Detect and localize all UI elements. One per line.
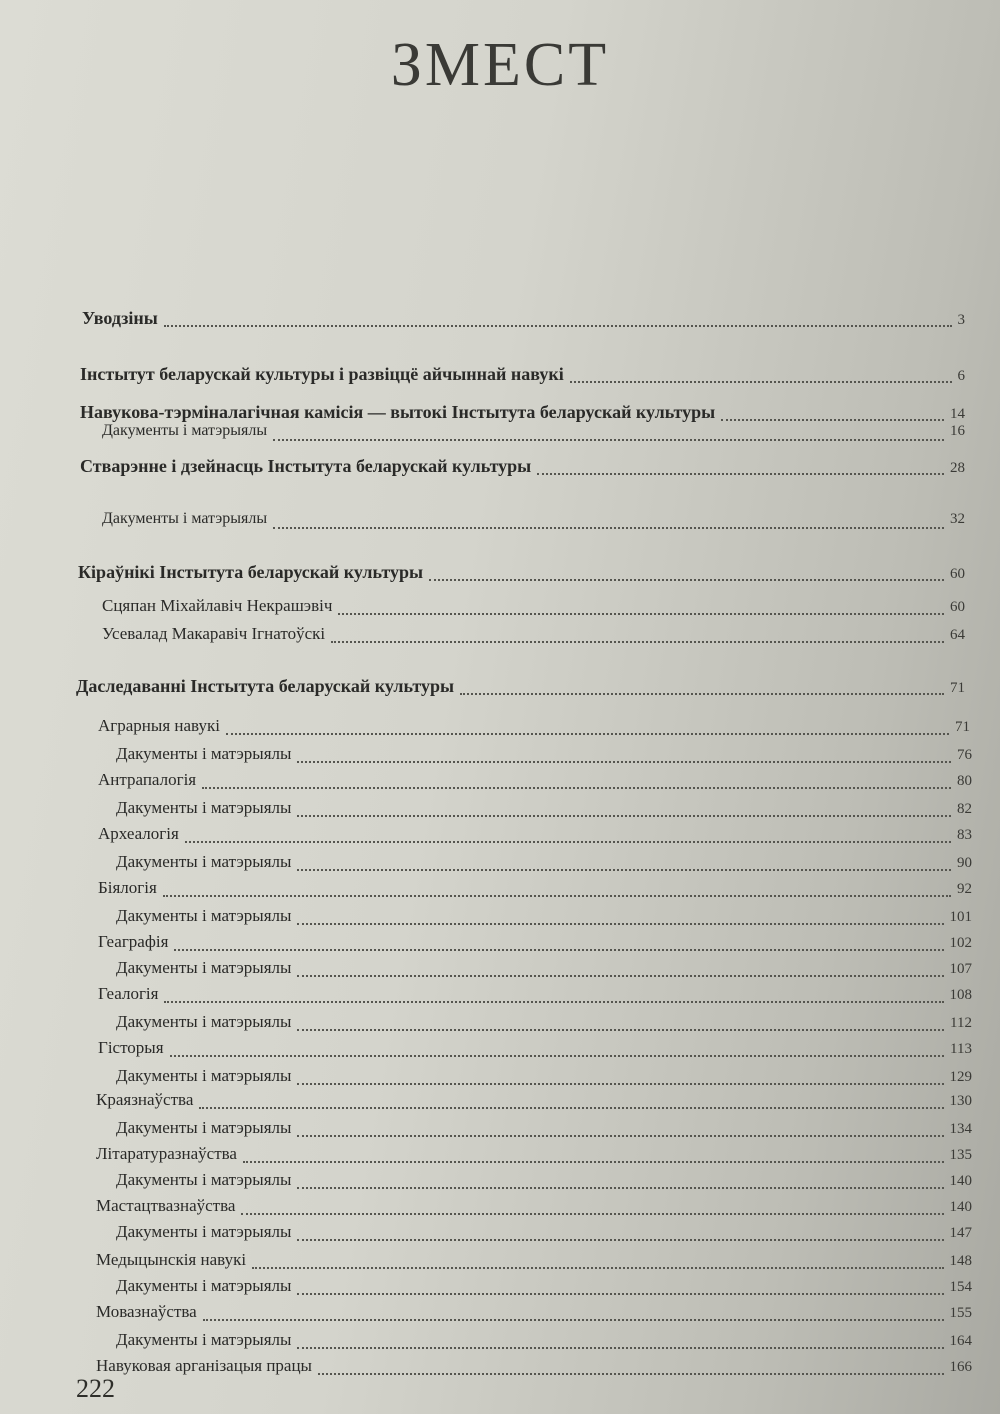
toc-entry-label: Літаратуразнаўства — [96, 1144, 237, 1163]
toc-entry — [116, 1066, 972, 1090]
dot-leader — [243, 1161, 944, 1163]
toc-entry-label: Дакументы і матэрыялы — [116, 852, 292, 871]
toc-entry — [96, 1090, 972, 1114]
toc-entry-label: Біялогія — [98, 878, 157, 897]
toc-entry — [98, 824, 972, 848]
toc-entry — [116, 852, 972, 876]
toc-entry-label: Навукова-тэрміналагічная камісія — вытокі Інстытута беларускай культуры — [80, 402, 716, 422]
toc-entry-page: 28 — [950, 460, 965, 476]
toc-entry-page: 102 — [949, 935, 972, 951]
toc-entry-label: Дакументы і матэрыялы — [116, 1330, 292, 1349]
toc-entry-label: Дакументы і матэрыялы — [116, 1066, 292, 1085]
toc-entry-page: 107 — [949, 961, 972, 977]
toc-entry-page: 135 — [949, 1147, 972, 1163]
toc-entry-label: Інстытут беларускай культуры і развіццё айчыннай навукі — [80, 364, 564, 384]
dot-leader — [297, 815, 951, 817]
dot-leader — [241, 1213, 943, 1215]
toc-entry-page: 112 — [950, 1015, 972, 1031]
toc-entry-page: 6 — [957, 368, 965, 384]
toc-entry-page: 76 — [957, 747, 972, 763]
toc-entry-page: 166 — [949, 1359, 972, 1375]
dot-leader — [226, 733, 949, 735]
toc-entry-page: 140 — [949, 1173, 972, 1189]
dot-leader — [570, 381, 952, 383]
toc-entry-page: 129 — [949, 1069, 972, 1085]
toc-entry-page: 14 — [950, 406, 965, 422]
toc-entry-page: 140 — [949, 1199, 972, 1215]
dot-leader — [331, 641, 944, 643]
toc-entry-label: Геалогія — [98, 984, 159, 1003]
toc-entry-label: Дакументы і матэрыялы — [116, 1276, 292, 1295]
dot-leader — [203, 1319, 944, 1321]
toc-entry-page: 164 — [949, 1333, 972, 1349]
toc-entry-label: Дакументы і матэрыялы — [116, 1222, 292, 1241]
toc-entry — [116, 1222, 972, 1246]
toc-entry-label: Гісторыя — [98, 1038, 164, 1057]
toc-entry-page: 134 — [949, 1121, 972, 1137]
toc-entry — [96, 1144, 972, 1168]
dot-leader — [199, 1107, 943, 1109]
toc-entry — [76, 676, 965, 700]
dot-leader — [429, 579, 944, 581]
toc-entry-page: 3 — [957, 312, 965, 328]
dot-leader — [460, 693, 944, 695]
toc-entry-page: 130 — [949, 1093, 972, 1109]
toc-entry-label: Мовазнаўства — [96, 1302, 197, 1321]
toc-entry-label: Аграрныя навукі — [98, 716, 220, 735]
toc-entry-label: Геаграфія — [98, 932, 169, 951]
toc-entry-page: 92 — [957, 881, 972, 897]
dot-leader — [721, 419, 944, 421]
toc-entry-label: Дакументы і матэрыялы — [116, 1118, 292, 1137]
toc-entry-page: 113 — [950, 1041, 972, 1057]
toc-entry — [98, 716, 970, 740]
toc-entry-page: 155 — [949, 1305, 972, 1321]
toc-entry — [78, 562, 965, 586]
toc-entry — [116, 906, 972, 930]
toc-entry-page: 64 — [950, 627, 965, 643]
dot-leader — [297, 975, 943, 977]
toc-entry-page: 16 — [950, 423, 965, 439]
page-number: 222 — [76, 1374, 115, 1403]
toc-entry-label: Археалогія — [98, 824, 179, 843]
toc-entry — [96, 1250, 972, 1274]
dot-leader — [273, 439, 944, 441]
toc-entry — [96, 1356, 972, 1380]
toc-entry — [98, 932, 972, 956]
dot-leader — [164, 325, 952, 327]
dot-leader — [273, 527, 944, 529]
toc-entry — [116, 1330, 972, 1354]
toc-entry-label: Дакументы і матэрыялы — [116, 798, 292, 817]
toc-entry-page: 147 — [949, 1225, 972, 1241]
dot-leader — [297, 1083, 943, 1085]
toc-entry-label: Уводзіны — [82, 308, 158, 328]
toc-entry-page: 80 — [957, 773, 972, 789]
page-title: ЗМЕСТ — [390, 31, 610, 99]
toc-entry-page: 71 — [955, 719, 970, 735]
dot-leader — [164, 1001, 943, 1003]
dot-leader — [297, 1187, 943, 1189]
toc-entry — [102, 510, 965, 534]
dot-leader — [170, 1055, 945, 1057]
toc-entry-label: Дакументы і матэрыялы — [116, 1012, 292, 1031]
toc-entry-label: Навуковая арганізацыя працы — [96, 1356, 312, 1375]
toc-entry — [116, 1012, 972, 1036]
toc-entry — [98, 1038, 972, 1062]
dot-leader — [537, 473, 944, 475]
toc-entry — [116, 958, 972, 982]
toc-entry-label: Даследаванні Інстытута беларускай культуры — [76, 676, 455, 696]
dot-leader — [297, 1239, 943, 1241]
toc-entry-label: Дакументы і матэрыялы — [116, 958, 292, 977]
toc-entry-page: 82 — [957, 801, 972, 817]
toc-entry — [98, 770, 972, 794]
dot-leader — [202, 787, 951, 789]
toc-entry — [116, 744, 972, 768]
toc-entry-page: 60 — [950, 599, 965, 615]
dot-leader — [297, 1135, 943, 1137]
toc-entry — [80, 364, 965, 388]
toc-entry-page: 148 — [949, 1253, 972, 1269]
toc-entry — [82, 308, 965, 332]
toc-entry-label: Кіраўнікі Інстытута беларускай культуры — [78, 562, 424, 582]
toc-entry — [116, 1170, 972, 1194]
dot-leader — [252, 1267, 943, 1269]
toc-entry — [96, 1302, 972, 1326]
dot-leader — [163, 895, 951, 897]
toc-entry-label: Дакументы і матэрыялы — [116, 744, 292, 763]
toc-entry — [102, 624, 965, 648]
toc-entry-label: Дакументы і матэрыялы — [116, 1170, 292, 1189]
toc-entry-page: 90 — [957, 855, 972, 871]
toc-entry-page: 101 — [949, 909, 972, 925]
toc-entry-label: Усевалад Макаравіч Ігнатоўскі — [102, 624, 326, 643]
toc-entry-label: Медыцынскія навукі — [96, 1250, 247, 1269]
toc-entry-page: 108 — [949, 987, 972, 1003]
toc-entry — [116, 798, 972, 822]
toc-entry — [80, 456, 965, 480]
toc-entry — [116, 1276, 972, 1300]
toc-entry-page: 60 — [950, 566, 965, 582]
toc-entry-page: 71 — [950, 680, 965, 696]
toc-entry-label: Сцяпан Міхайлавіч Некрашэвіч — [102, 596, 333, 615]
toc-entry-label: Мастацтвазнаўства — [96, 1196, 236, 1215]
dot-leader — [297, 1293, 943, 1295]
toc-entry — [102, 596, 965, 620]
toc-entry — [102, 422, 965, 446]
dot-leader — [297, 923, 943, 925]
toc-entry-page: 83 — [957, 827, 972, 843]
toc-entry — [98, 878, 972, 902]
dot-leader — [297, 1029, 944, 1031]
toc-entry — [96, 1196, 972, 1220]
toc-entry-label: Дакументы і матэрыялы — [102, 510, 268, 527]
dot-leader — [318, 1373, 944, 1375]
dot-leader — [297, 1347, 943, 1349]
toc-entry-label: Дакументы і матэрыялы — [102, 422, 268, 439]
toc-entry — [116, 1118, 972, 1142]
dot-leader — [185, 841, 951, 843]
dot-leader — [338, 613, 944, 615]
toc-entry-page: 32 — [950, 511, 965, 527]
toc-entry-page: 154 — [949, 1279, 972, 1295]
toc-entry — [98, 984, 972, 1008]
dot-leader — [297, 869, 951, 871]
dot-leader — [297, 761, 951, 763]
toc-entry-label: Антрапалогія — [98, 770, 197, 789]
dot-leader — [174, 949, 943, 951]
toc-entry-label: Дакументы і матэрыялы — [116, 906, 292, 925]
toc-entry-label: Стварэнне і дзейнасць Інстытута беларускай культуры — [80, 456, 532, 476]
toc-entry-label: Краязнаўства — [96, 1090, 194, 1109]
